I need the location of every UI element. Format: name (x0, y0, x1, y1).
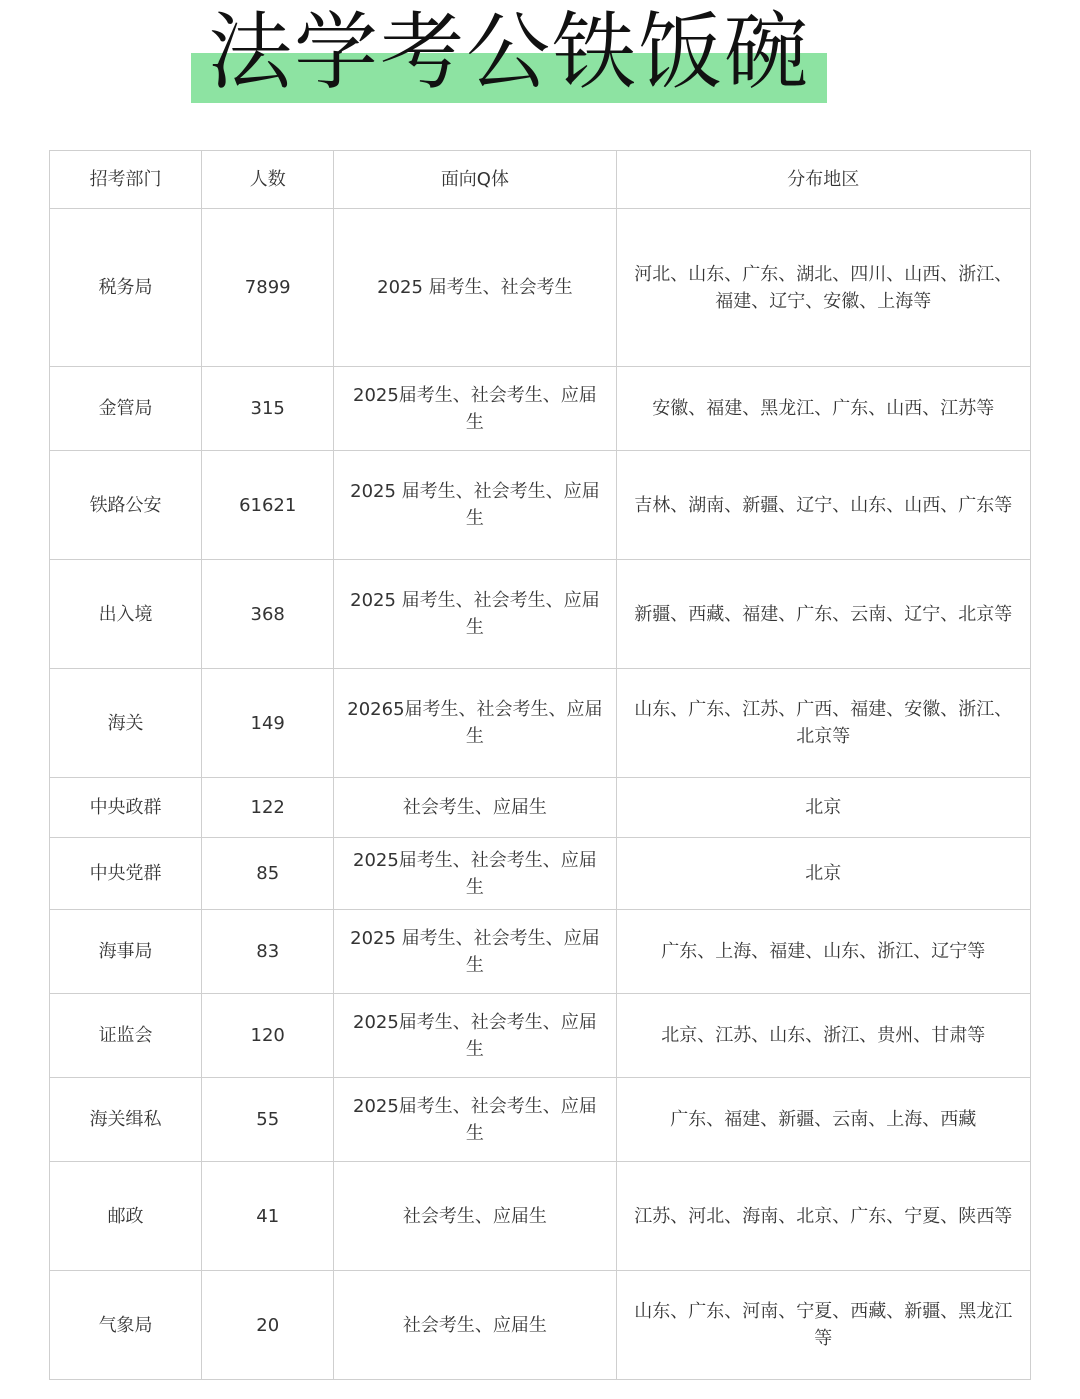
table-row (50, 1271, 1031, 1380)
table-row (50, 1078, 1031, 1162)
cell-target: 社会考生、应届生 (334, 1162, 616, 1271)
cell-region: 吉林、湖南、新疆、辽宁、山东、山西、广东等 (616, 451, 1030, 560)
cell-region: 河北、山东、广东、湖北、四川、山西、浙江、福建、辽宁、安徽、上海等 (616, 209, 1030, 367)
table-header-row (50, 151, 1031, 209)
cell-dept: 海关缉私 (50, 1078, 202, 1162)
cell-count: 55 (202, 1078, 334, 1162)
title-banner (0, 0, 1080, 110)
table-row (50, 910, 1031, 994)
page-title: 法学考公铁饭碗 (207, 3, 810, 101)
cell-region: 新疆、西藏、福建、广东、云南、辽宁、北京等 (616, 560, 1030, 669)
cell-target: 2025 届考生、社会考生、应届生 (334, 560, 616, 669)
cell-count: 20 (202, 1271, 334, 1380)
cell-dept: 税务局 (50, 209, 202, 367)
cell-dept: 铁路公安 (50, 451, 202, 560)
cell-target: 2025 届考生、社会考生、应届生 (334, 451, 616, 560)
cell-region: 安徽、福建、黑龙江、广东、山西、江苏等 (616, 367, 1030, 451)
cell-count: 122 (202, 778, 334, 838)
cell-dept: 金管局 (50, 367, 202, 451)
cell-count: 149 (202, 669, 334, 778)
cell-target: 社会考生、应届生 (334, 778, 616, 838)
table-row (50, 994, 1031, 1078)
cell-target: 2025 届考生、社会考生、应届生 (334, 910, 616, 994)
cell-count: 85 (202, 838, 334, 910)
cell-region: 山东、广东、河南、宁夏、西藏、新疆、黑龙江等 (616, 1271, 1030, 1380)
table-row (50, 209, 1031, 367)
cell-target: 2025届考生、社会考生、应届生 (334, 994, 616, 1078)
cell-region: 北京 (616, 778, 1030, 838)
table-row (50, 838, 1031, 910)
header-region: 分布地区 (616, 151, 1030, 209)
cell-count: 368 (202, 560, 334, 669)
cell-target: 2025 届考生、社会考生 (334, 209, 616, 367)
cell-count: 83 (202, 910, 334, 994)
cell-dept: 中央党群 (50, 838, 202, 910)
cell-dept: 邮政 (50, 1162, 202, 1271)
cell-region: 北京、江苏、山东、浙江、贵州、甘肃等 (616, 994, 1030, 1078)
cell-count: 61621 (202, 451, 334, 560)
cell-count: 315 (202, 367, 334, 451)
cell-count: 41 (202, 1162, 334, 1271)
cell-target: 2025届考生、社会考生、应届生 (334, 367, 616, 451)
cell-dept: 气象局 (50, 1271, 202, 1380)
table-row (50, 560, 1031, 669)
cell-dept: 中央政群 (50, 778, 202, 838)
cell-dept: 证监会 (50, 994, 202, 1078)
cell-count: 120 (202, 994, 334, 1078)
table-row (50, 669, 1031, 778)
cell-count: 7899 (202, 209, 334, 367)
header-count: 人数 (202, 151, 334, 209)
cell-dept: 海关 (50, 669, 202, 778)
cell-dept: 海事局 (50, 910, 202, 994)
cell-region: 广东、上海、福建、山东、浙江、辽宁等 (616, 910, 1030, 994)
recruitment-table (49, 150, 1031, 1380)
cell-target: 2025届考生、社会考生、应届生 (334, 1078, 616, 1162)
header-target: 面向Q体 (334, 151, 616, 209)
cell-target: 社会考生、应届生 (334, 1271, 616, 1380)
cell-region: 北京 (616, 838, 1030, 910)
cell-target: 20265届考生、社会考生、应届生 (334, 669, 616, 778)
cell-dept: 出入境 (50, 560, 202, 669)
cell-region: 山东、广东、江苏、广西、福建、安徽、浙江、北京等 (616, 669, 1030, 778)
cell-region: 广东、福建、新疆、云南、上海、西藏 (616, 1078, 1030, 1162)
cell-target: 2025届考生、社会考生、应届生 (334, 838, 616, 910)
header-dept: 招考部门 (50, 151, 202, 209)
table-row (50, 451, 1031, 560)
cell-region: 江苏、河北、海南、北京、广东、宁夏、陕西等 (616, 1162, 1030, 1271)
table-row (50, 367, 1031, 451)
table-row (50, 1162, 1031, 1271)
table-row (50, 778, 1031, 838)
